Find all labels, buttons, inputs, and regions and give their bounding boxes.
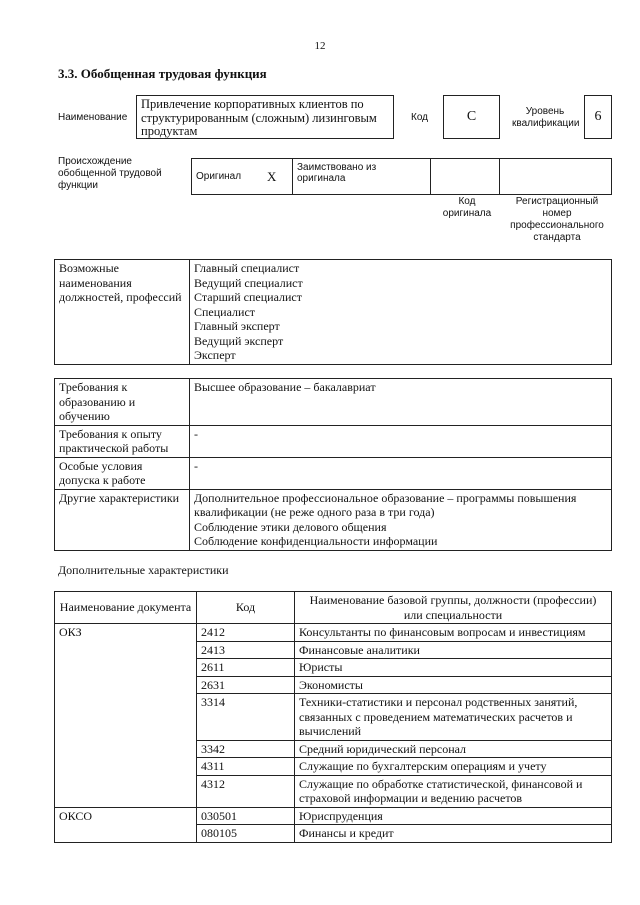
- code-cell: 2611: [197, 659, 295, 677]
- requirement-line: -: [194, 458, 198, 473]
- origin-table: [191, 158, 612, 195]
- group-name-cell: Финансовые аналитики: [295, 641, 612, 659]
- group-name-cell: Служащие по бухгалтерским операциям и учету: [295, 758, 612, 776]
- function-name-box: Привлечение корпоративных клиентов по структурированным (сложным) лизинговым продуктам: [136, 95, 394, 139]
- code-cell: 3314: [197, 694, 295, 741]
- code-cell: 2412: [197, 624, 295, 642]
- header-document: Наименование документа: [55, 592, 197, 624]
- requirement-row: [55, 425, 612, 457]
- table-row: [55, 624, 612, 642]
- requirement-label: Другие характеристики: [55, 489, 190, 550]
- reg-number-cell: [500, 159, 612, 195]
- code-label: Код: [411, 112, 429, 123]
- group-name-cell: Экономисты: [295, 676, 612, 694]
- group-name-cell: Техники-статистики и персонал родственных занятий, связанных с проведением математических расчетов и вычислений: [295, 694, 612, 741]
- document-cell: ОКЗ: [55, 624, 197, 808]
- level-label: Уровень квалификации: [512, 106, 580, 129]
- code-original-caption: Код оригинала: [442, 196, 492, 219]
- section-title: 3.3. Обобщенная трудовая функция: [58, 66, 267, 81]
- requirement-line: Соблюдение этики делового общения: [194, 519, 387, 534]
- position-item: Специалист: [194, 304, 256, 319]
- positions-list: [190, 260, 612, 365]
- extra-title: Дополнительные характеристики: [58, 563, 229, 577]
- requirements-table: [54, 378, 612, 551]
- group-name-cell: Юристы: [295, 659, 612, 677]
- position-item: Ведущий эксперт: [194, 333, 284, 348]
- name-label: Наименование: [58, 112, 128, 123]
- group-name-cell: Юриспруденция: [295, 807, 612, 825]
- requirement-row: [55, 457, 612, 489]
- code-value-box: C: [443, 95, 500, 139]
- level-value-box: 6: [584, 95, 612, 139]
- requirement-line: Высшее образование – бакалавриат: [194, 380, 376, 394]
- original-mark: X: [252, 159, 293, 195]
- document-cell: ОКСО: [55, 807, 197, 842]
- page-number: 12: [314, 40, 326, 52]
- position-item: Эксперт: [194, 348, 236, 362]
- original-label: Оригинал: [192, 159, 252, 195]
- header-group-name: Наименование базовой группы, должности (профессии) или специальности: [295, 592, 612, 624]
- additional-characteristics-table: [54, 591, 612, 843]
- requirement-label: Особые условия допуска к работе: [55, 457, 190, 489]
- code-cell: 080105: [197, 825, 295, 843]
- code-original-cell: [431, 159, 500, 195]
- position-item: Главный эксперт: [194, 319, 280, 333]
- requirement-label: Требования к образованию и обучению: [55, 379, 190, 426]
- requirement-line: -: [194, 426, 198, 441]
- code-cell: 4312: [197, 775, 295, 807]
- code-cell: 2631: [197, 676, 295, 694]
- reg-number-caption: Регистрационный номер профессионального стандарта: [510, 196, 604, 243]
- requirement-value: [190, 425, 612, 457]
- group-name-cell: Служащие по обработке статистической, финансовой и страховой информации и ведению расчетов: [295, 775, 612, 807]
- position-item: Главный специалист: [194, 261, 300, 275]
- position-item: Ведущий специалист: [194, 275, 303, 290]
- borrowed-label: Заимствовано из оригинала: [293, 159, 431, 195]
- requirement-line: Соблюдение конфиденциальности информации: [194, 534, 438, 548]
- requirement-row: [55, 489, 612, 550]
- code-cell: 3342: [197, 740, 295, 758]
- requirement-value: [190, 379, 612, 426]
- origin-label: Происхождение обобщенной трудовой функции: [58, 156, 162, 191]
- requirement-value: [190, 457, 612, 489]
- requirement-line: Дополнительное профессиональное образование – программы повышения квалификации (не реже одного раза в три года): [194, 490, 577, 519]
- table-row: [55, 807, 612, 825]
- group-name-cell: Финансы и кредит: [295, 825, 612, 843]
- positions-label: Возможные наименования должностей, профессий: [55, 260, 190, 365]
- code-cell: 030501: [197, 807, 295, 825]
- position-item: Старший специалист: [194, 290, 302, 304]
- requirement-label: Требования к опыту практической работы: [55, 425, 190, 457]
- code-cell: 2413: [197, 641, 295, 659]
- code-cell: 4311: [197, 758, 295, 776]
- group-name-cell: Консультанты по финансовым вопросам и инвестициям: [295, 624, 612, 642]
- group-name-cell: Средний юридический персонал: [295, 740, 612, 758]
- header-code: Код: [197, 592, 295, 624]
- requirement-value: [190, 489, 612, 550]
- requirement-row: [55, 379, 612, 426]
- positions-table: [54, 259, 612, 365]
